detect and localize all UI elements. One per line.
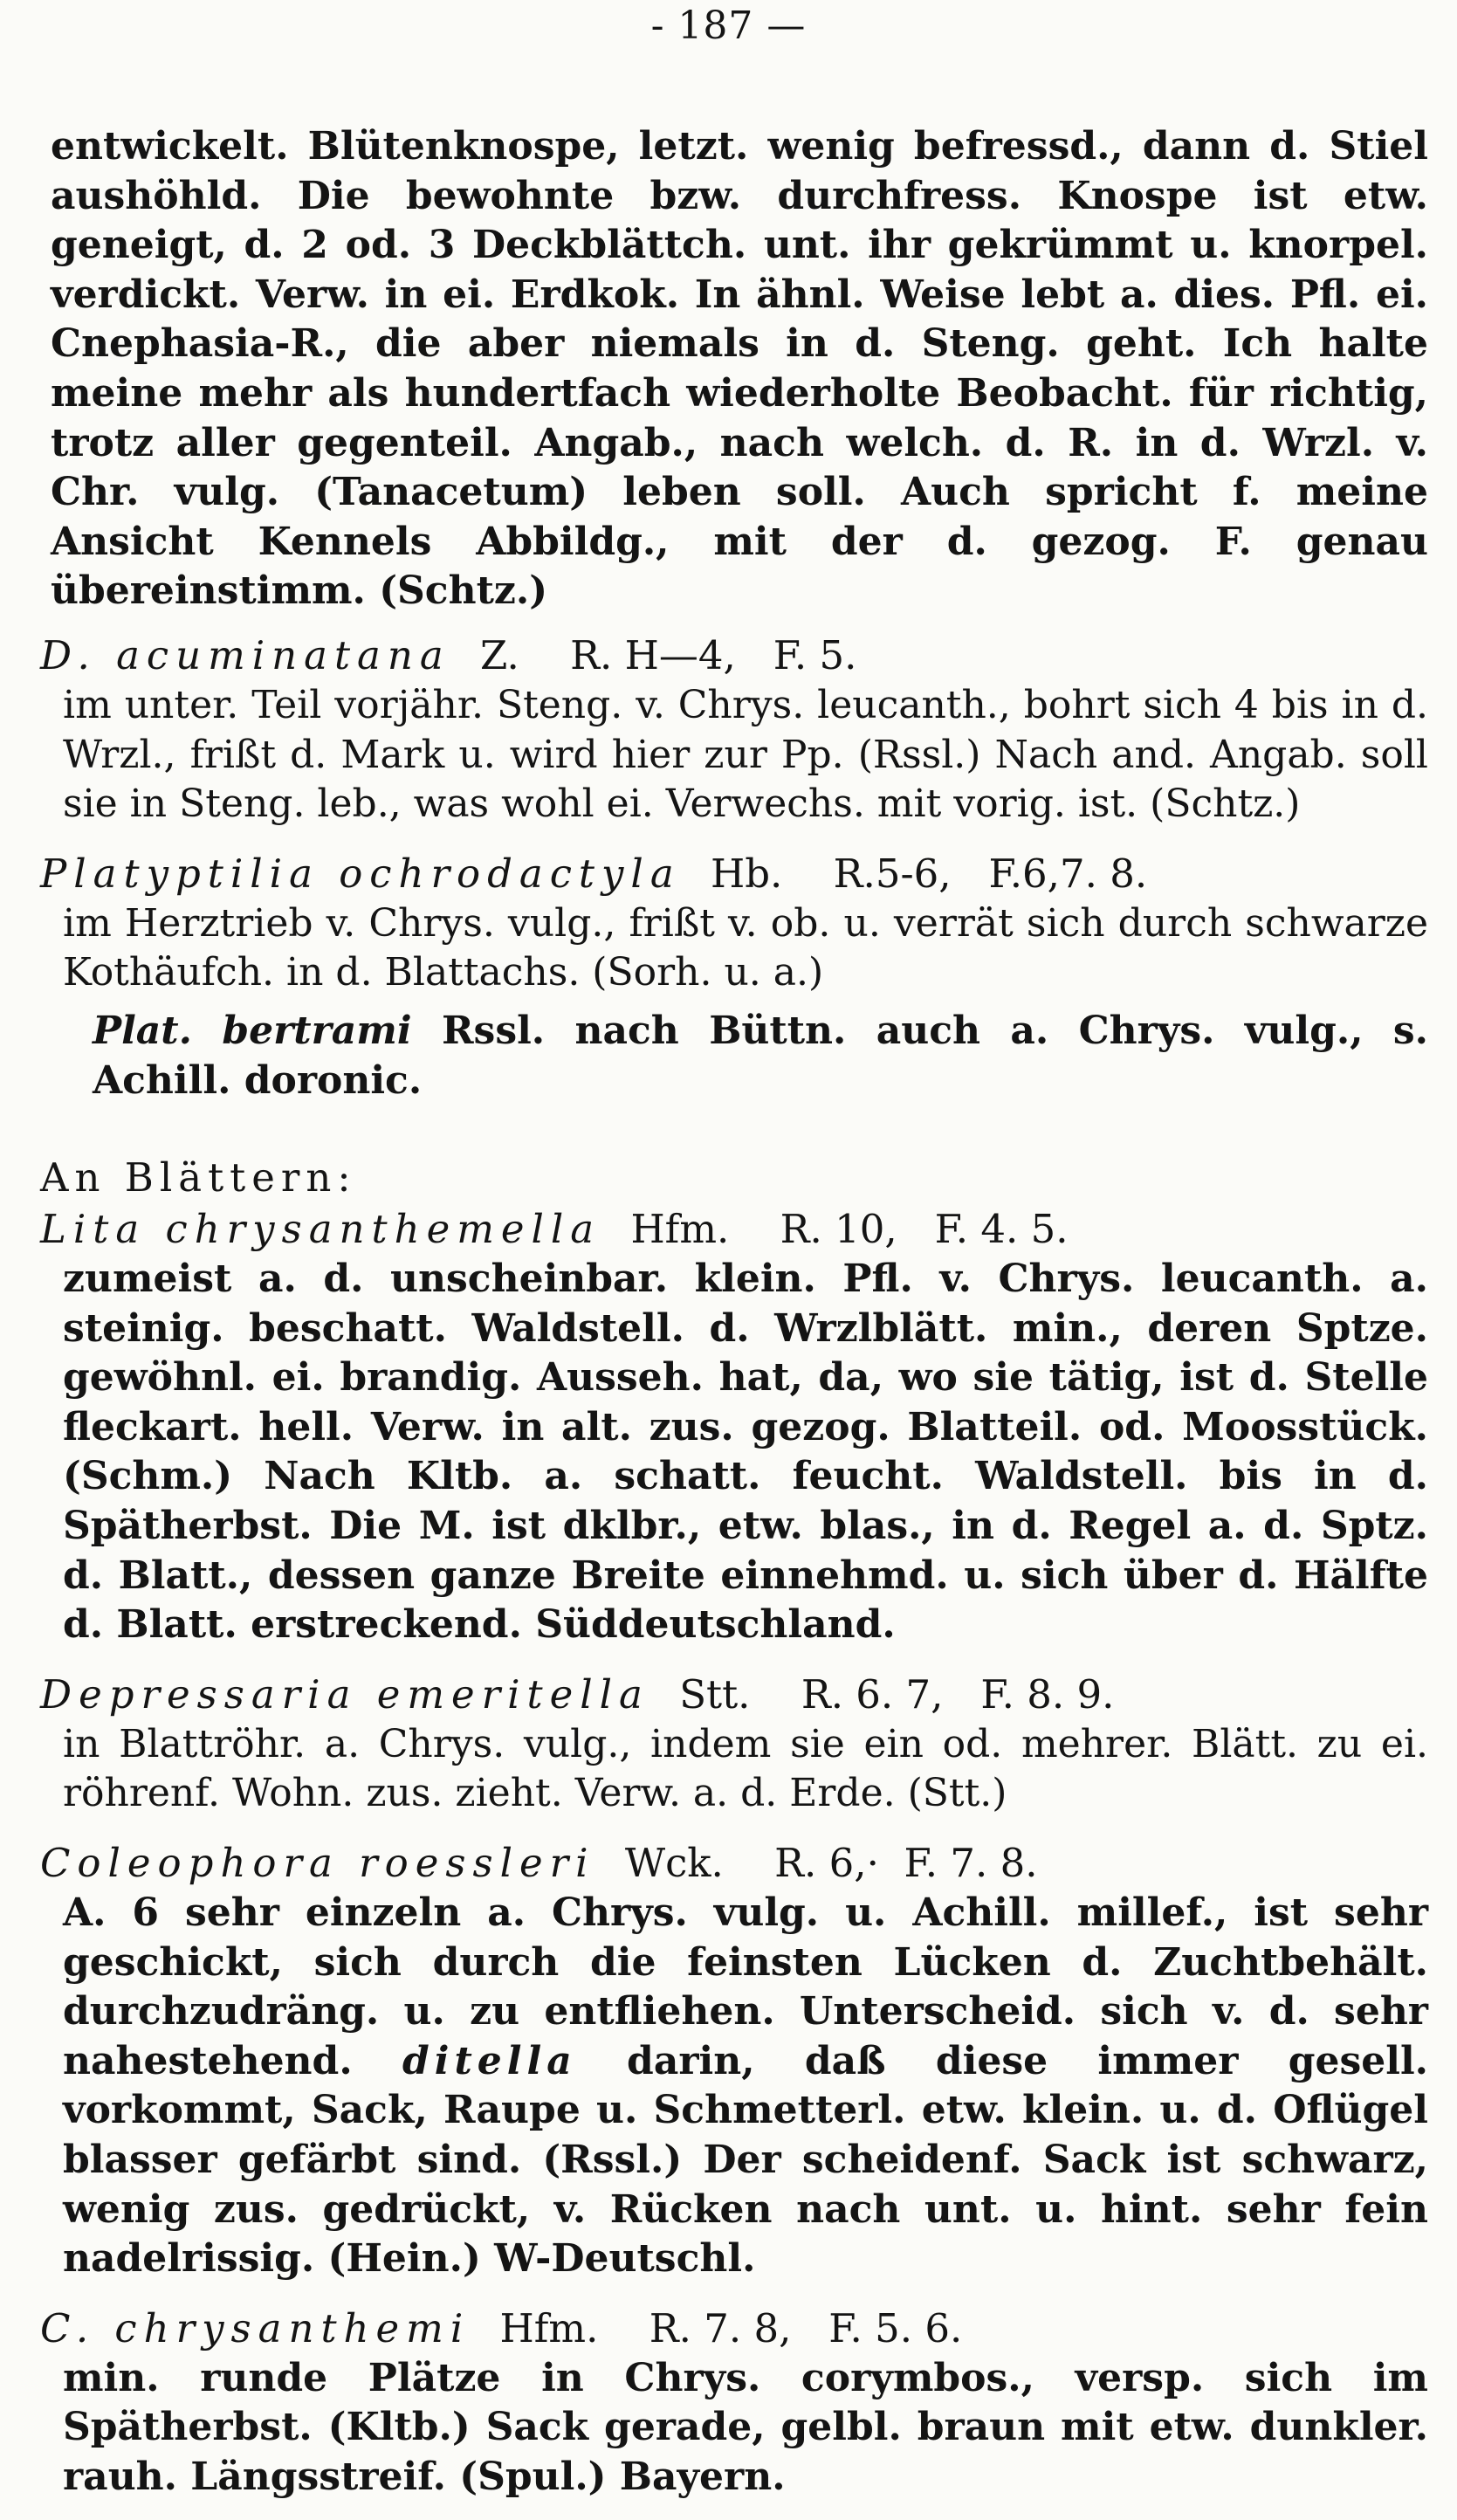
entry-text-emeritella: in Blattröhr. a. Chrys. vulg., indem sie ein od. mehrer. Blätt. zu ei. röhrenf. Wohn. zus. zieht. Verw. a. d. Erde. (Stt.) xyxy=(63,1721,1428,1816)
species-author: Wck. xyxy=(624,1840,724,1887)
species-refs: R. 6,· F. 7. 8. xyxy=(774,1840,1038,1887)
page-content xyxy=(40,122,1428,2503)
entry-heading-chrysanthemi xyxy=(40,2303,1428,2354)
species-refs: R. 7. 8, F. 5. 6. xyxy=(649,2304,963,2351)
species-author: Stt. xyxy=(679,1670,751,1718)
species-name: C. chrysanthemi xyxy=(40,2304,471,2351)
entry-heading-ochrodactyla xyxy=(40,849,1428,899)
species-name: Lita chrysanthemella xyxy=(40,1206,601,1253)
entry-text-part-a: A. 6 sehr einzeln a. Chrys. vulg. u. Achill. millef., ist sehr geschickt, sich durch die feinsten Lücken d. Zuchtbehält. durchzudräng. u. zu entfliehen. Unterscheid. sich v. d. sehr nahestehend. xyxy=(63,1890,1428,2083)
species-name: Depressaria emeritella xyxy=(40,1670,649,1718)
entry-text-ochrodactyla: im Herztrieb v. Chrys. vulg., frißt v. ob. u. verrät sich durch schwarze Kothäufch. in d. Blattachs. (Sorh. u. a.) xyxy=(63,900,1428,995)
species-author: Hfm. xyxy=(630,1206,730,1253)
note-species-name: Plat. bertrami xyxy=(93,1008,412,1053)
species-refs: R. H—4, F. 5. xyxy=(570,631,857,678)
entry-text-chrysanthemi: min. runde Plätze in Chrys. corymbos., versp. sich im Spätherbst. (Kltb.) Sack gerade, gelbl. braun mit etw. dunkler. rauh. Längsstreif. (Spul.) Bayern. xyxy=(63,2355,1428,2499)
entry-text-roessleri xyxy=(63,1889,1428,2284)
entry-note-bertrami xyxy=(93,1007,1428,1105)
intro-paragraph: entwickelt. Blütenknospe, letzt. wenig befressd., dann d. Stiel aushöhld. Die bewohnte bzw. durchfress. Knospe ist etw. geneigt, d. 2 od. 3 Deckblättch. unt. ihr gekrümmt u. knorpel. verdickt. Verw. in ei. Erdkok. In ähnl. Weise lebt a. dies. Pfl. ei. Cnephasia-R., die aber niemals in d. Steng. geht. Ich halte meine mehr als hundertfach wiederholte Beobacht. für richtig, trotz aller gegenteil. Angab., nach welch. d. R. in d. Wrzl. v. Chr. vulg. (Tanacetum) leben soll. Auch spricht f. meine Ansicht Kennels Abbildg., mit der d. gezog. F. genau übereinstimm. (Schtz.) xyxy=(51,124,1428,614)
species-author: Z. xyxy=(480,631,519,678)
entry-text-chrysanthemella: zumeist a. d. unscheinbar. klein. Pfl. v. Chrys. leucanth. a. steinig. beschatt. Waldstell. d. Wrzlblätt. min., deren Sptze. gewöhnl. ei. brandig. Ausseh. hat, da, wo sie tätig, ist d. Stelle fleckart. hell. Verw. in alt. zus. gezog. Blatteil. od. Moosstück. (Schm.) Nach Kltb. a. schatt. feucht. Waldstell. bis in d. Spätherbst. Die M. ist dklbr., etw. blas., in d. Regel a. d. Sptz. d. Blatt., dessen ganze Breite einnehmd. u. sich über d. Hälfte d. Blatt. erstreckend. Süddeutschland. xyxy=(63,1257,1428,1648)
entry-heading-emeritella xyxy=(40,1670,1428,1720)
entry-text-acuminatana: im unter. Teil vorjähr. Steng. v. Chrys. leucanth., bohrt sich 4 bis in d. Wrzl., frißt d. Mark u. wird hier zur Pp. (Rssl.) Nach and. Angab. soll sie in Steng. leb., was wohl ei. Verwechs. mit vorig. ist. (Schtz.) xyxy=(63,682,1428,827)
species-refs: R. 6. 7, F. 8. 9. xyxy=(801,1670,1115,1718)
entry-text-part-b: darin, daß diese immer gesell. vorkommt, Sack, Raupe u. Schmetterl. etw. klein. u. d. Oflügel blasser gefärbt sind. (Rssl.) Der scheidenf. Sack ist schwarz, wenig zus. gedrückt, v. Rücken nach unt. u. hint. sehr fein nadelrissig. (Hein.) W-Deutschl. xyxy=(63,2038,1429,2282)
section-heading-leaves: An Blättern: xyxy=(40,1154,357,1201)
species-author: Hb. xyxy=(710,850,783,897)
note-text: Rssl. nach Büttn. auch a. Chrys. vulg., s. Achill. doronic. xyxy=(93,1008,1429,1103)
entry-heading-roessleri xyxy=(40,1838,1428,1889)
entry-heading-chrysanthemella xyxy=(40,1204,1428,1255)
species-ref-ditella: ditella xyxy=(402,2038,577,2083)
species-refs: R.5-6, F.6,7. 8. xyxy=(833,850,1148,897)
species-author: Hfm. xyxy=(499,2304,599,2351)
entry-heading-acuminatana xyxy=(40,630,1428,681)
species-name: Platyptilia ochrodactyla xyxy=(40,850,681,897)
species-refs: R. 10, F. 4. 5. xyxy=(780,1206,1069,1253)
species-name: D. acuminatana xyxy=(40,631,450,678)
page-number: - 187 — xyxy=(650,3,807,48)
species-name: Coleophora roessleri xyxy=(40,1840,595,1887)
